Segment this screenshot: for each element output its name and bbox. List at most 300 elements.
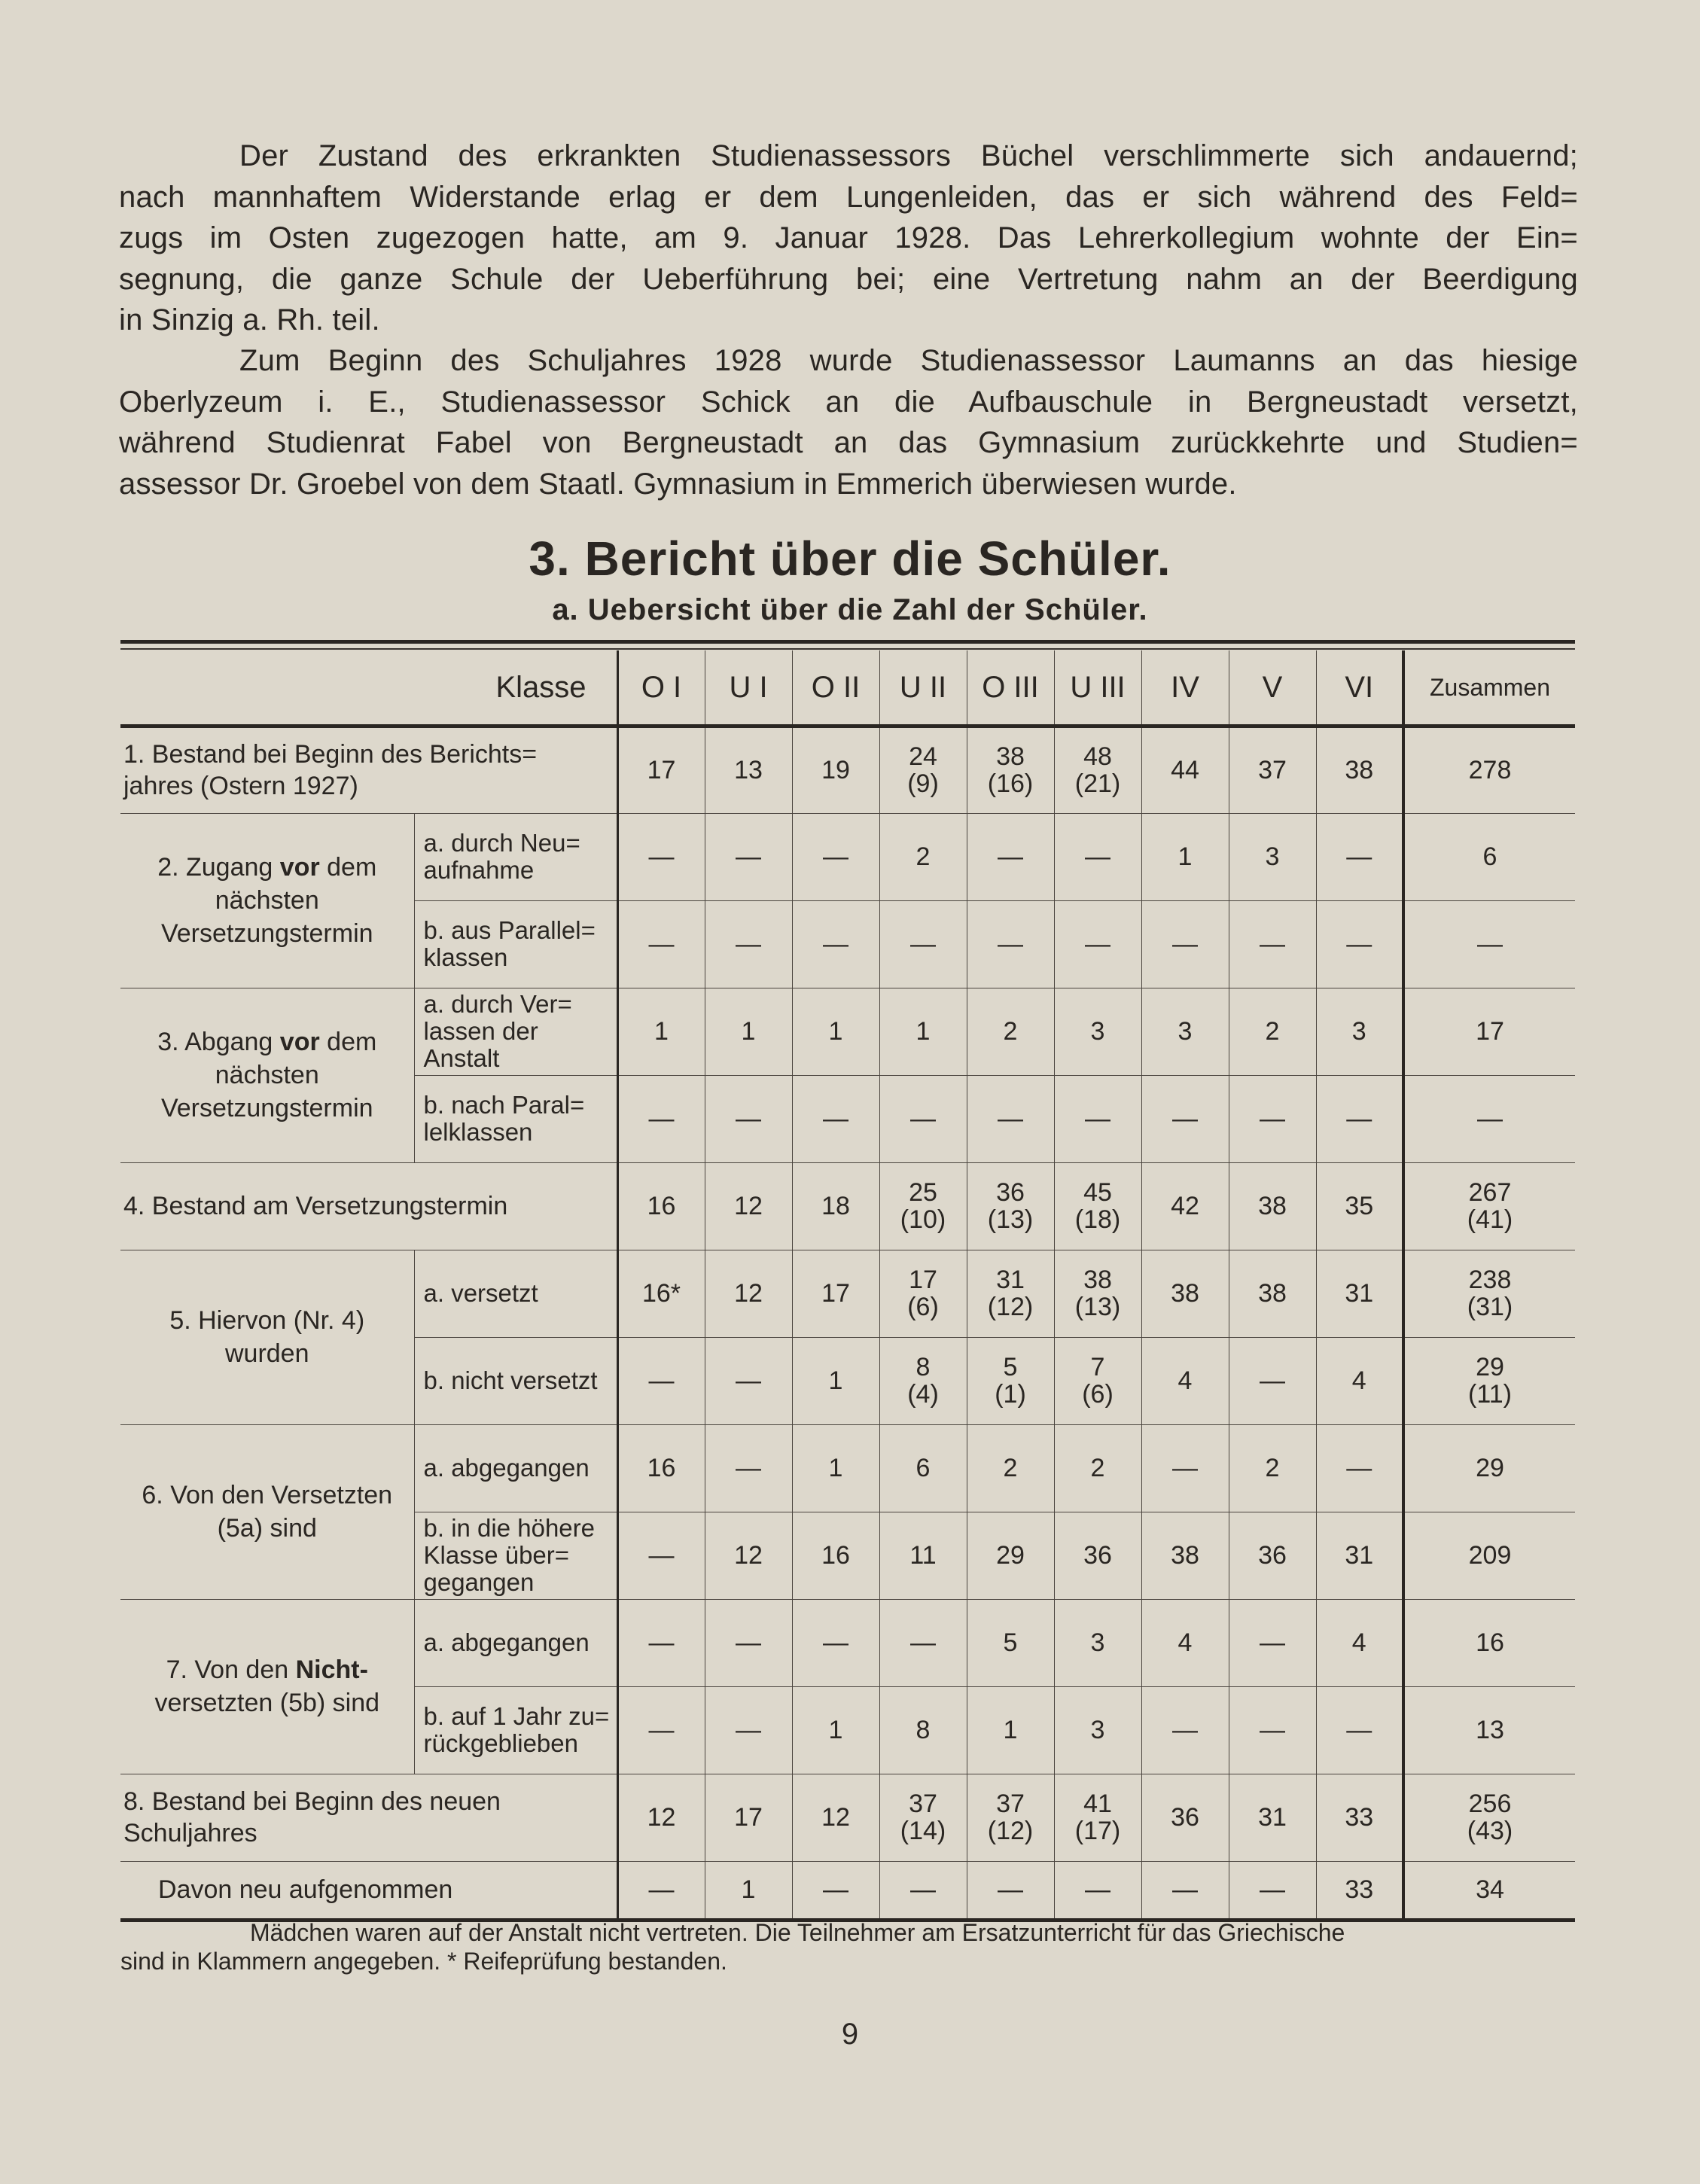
table-header-row bbox=[120, 650, 1575, 726]
text-line: zugs im Osten zugezogen hatte, am 9. Januar 1928. Das Lehrerkollegium wohnte der Ein= bbox=[119, 221, 1578, 254]
paragraph-buechel bbox=[119, 136, 1578, 341]
group-label-text: 3. Abgang bbox=[157, 1028, 280, 1056]
count-value: 238 bbox=[1468, 1266, 1512, 1294]
count-value: — bbox=[648, 1716, 675, 1744]
section-title: 3. Bericht über die Schüler. bbox=[529, 532, 1171, 586]
count-cell bbox=[967, 1861, 1054, 1920]
count-cell bbox=[1054, 1250, 1141, 1337]
count-cell bbox=[792, 1686, 879, 1774]
table-row bbox=[120, 1861, 1575, 1920]
count-value: 8 bbox=[916, 1716, 931, 1744]
text-line: während Studienrat Fabel von Bergneustadt an das Gymnasium zurückkehrte und Studien= bbox=[119, 426, 1578, 459]
total-cell bbox=[1403, 1075, 1575, 1162]
count-value: 1 bbox=[916, 1017, 931, 1046]
header-class-UIII: U III bbox=[1054, 650, 1141, 726]
greek-substitute-count: (16) bbox=[987, 769, 1034, 798]
row-sublabel: b. auf 1 Jahr zu= rückgeblieben bbox=[414, 1686, 617, 1774]
text-line: Oberlyzeum i. E., Studienassessor Schick an die Aufbauschule in Bergneustadt versetzt, bbox=[119, 385, 1578, 419]
count-cell bbox=[617, 1337, 705, 1424]
row-group-label bbox=[120, 1424, 414, 1599]
count-value: 31 bbox=[1258, 1803, 1287, 1832]
count-cell bbox=[879, 1075, 967, 1162]
text-line: nach mannhaftem Widerstande erlag er dem Lungenleiden, das er sich während des Feld= bbox=[119, 180, 1578, 214]
greek-substitute-count: (14) bbox=[900, 1817, 946, 1845]
total-cell bbox=[1403, 1686, 1575, 1774]
count-value: — bbox=[1477, 930, 1503, 958]
table-row bbox=[120, 1162, 1575, 1250]
row-label: 8. Bestand bei Beginn des neuen Schuljahres bbox=[120, 1774, 617, 1861]
count-cell bbox=[1054, 900, 1141, 988]
count-cell bbox=[617, 1424, 705, 1512]
count-cell bbox=[1316, 900, 1403, 988]
count-value: 2 bbox=[1265, 1017, 1280, 1046]
count-cell bbox=[967, 1686, 1054, 1774]
text-line: in Sinzig a. Rh. teil. bbox=[119, 303, 380, 337]
total-cell bbox=[1403, 1424, 1575, 1512]
row-group-label bbox=[120, 1599, 414, 1774]
greek-substitute-count: (17) bbox=[1074, 1817, 1121, 1845]
count-value: 13 bbox=[1476, 1716, 1504, 1744]
count-value: — bbox=[736, 1366, 761, 1395]
count-cell bbox=[879, 1861, 967, 1920]
count-cell bbox=[617, 1075, 705, 1162]
greek-substitute-count: (1) bbox=[995, 1380, 1026, 1409]
count-value: 44 bbox=[1171, 756, 1199, 784]
count-cell bbox=[967, 1337, 1054, 1424]
section-subtitle: a. Uebersicht über die Zahl der Schüler. bbox=[552, 593, 1148, 626]
count-cell bbox=[967, 1774, 1054, 1861]
greek-substitute-count: (13) bbox=[1074, 1293, 1121, 1321]
count-cell bbox=[792, 813, 879, 900]
count-value: 5 bbox=[1003, 1628, 1018, 1657]
table-row bbox=[120, 813, 1575, 900]
count-value: 19 bbox=[821, 756, 850, 784]
count-value: 2 bbox=[1003, 1017, 1018, 1046]
greek-substitute-count: (12) bbox=[987, 1293, 1034, 1321]
group-label-emphasis: vor bbox=[279, 1028, 320, 1056]
row-sublabel: b. nicht versetzt bbox=[414, 1337, 617, 1424]
greek-substitute-count: (12) bbox=[987, 1817, 1034, 1845]
count-cell bbox=[967, 1512, 1054, 1599]
count-value: 5 bbox=[1003, 1353, 1018, 1381]
count-cell bbox=[792, 726, 879, 813]
text-line: segnung, die ganze Schule der Ueberführung bei; eine Vertretung nahm an der Beerdigung bbox=[119, 262, 1578, 296]
count-value: 6 bbox=[916, 1454, 931, 1482]
count-cell bbox=[1141, 1162, 1229, 1250]
count-cell bbox=[617, 1162, 705, 1250]
count-value: — bbox=[910, 1875, 936, 1904]
count-cell bbox=[1141, 1337, 1229, 1424]
count-value: — bbox=[1260, 1104, 1285, 1133]
count-value: 38 bbox=[1083, 1266, 1112, 1294]
count-value: — bbox=[648, 842, 675, 871]
count-value: 36 bbox=[1171, 1803, 1199, 1832]
count-cell bbox=[879, 1424, 967, 1512]
count-cell bbox=[1316, 1599, 1403, 1686]
group-label-text: versetzten (5b) sind bbox=[154, 1689, 380, 1717]
count-cell bbox=[879, 1337, 967, 1424]
count-cell bbox=[1229, 1686, 1316, 1774]
count-value: — bbox=[910, 930, 936, 958]
count-cell bbox=[1229, 726, 1316, 813]
count-cell bbox=[1229, 1162, 1316, 1250]
count-value: — bbox=[736, 1104, 761, 1133]
count-cell bbox=[1229, 813, 1316, 900]
count-value: — bbox=[736, 930, 761, 958]
count-cell bbox=[1316, 1250, 1403, 1337]
count-value: 29 bbox=[1476, 1353, 1504, 1381]
count-value: — bbox=[1085, 842, 1110, 871]
count-value: 17 bbox=[647, 756, 676, 784]
greek-substitute-count: (10) bbox=[900, 1205, 946, 1234]
count-value: 17 bbox=[1476, 1017, 1504, 1046]
group-label-text: 2. Zugang bbox=[157, 853, 280, 882]
row-sublabel: a. versetzt bbox=[414, 1250, 617, 1337]
total-cell bbox=[1403, 988, 1575, 1075]
count-cell bbox=[792, 1599, 879, 1686]
count-value: 31 bbox=[1345, 1541, 1374, 1570]
row-sublabel: b. in die höhere Klasse über= gegangen bbox=[414, 1512, 617, 1599]
count-value: 48 bbox=[1083, 742, 1112, 771]
count-cell bbox=[1316, 1686, 1403, 1774]
count-value: — bbox=[648, 1541, 675, 1570]
table-row bbox=[120, 726, 1575, 813]
count-cell bbox=[792, 1075, 879, 1162]
count-value: 31 bbox=[1345, 1279, 1374, 1308]
paragraph-transfers bbox=[119, 340, 1578, 504]
count-cell bbox=[1141, 900, 1229, 988]
count-cell bbox=[1316, 813, 1403, 900]
count-cell bbox=[792, 1774, 879, 1861]
count-value: 33 bbox=[1345, 1803, 1374, 1832]
count-value: 3 bbox=[1178, 1017, 1193, 1046]
count-cell bbox=[1141, 1075, 1229, 1162]
count-value: — bbox=[648, 1875, 675, 1904]
count-cell bbox=[1229, 1250, 1316, 1337]
group-label-text: dem nächsten Versetzungstermin bbox=[160, 1028, 377, 1122]
count-value: — bbox=[1260, 1628, 1285, 1657]
count-cell bbox=[1141, 1686, 1229, 1774]
count-cell bbox=[1054, 1861, 1141, 1920]
count-cell bbox=[617, 726, 705, 813]
count-cell bbox=[1316, 1424, 1403, 1512]
header-class-IV: IV bbox=[1141, 650, 1229, 726]
count-value: 4 bbox=[1178, 1628, 1193, 1657]
count-value: — bbox=[736, 1716, 761, 1744]
count-cell bbox=[792, 1162, 879, 1250]
count-value: 33 bbox=[1345, 1875, 1374, 1904]
count-value: 8 bbox=[916, 1353, 931, 1381]
count-value: 34 bbox=[1476, 1875, 1504, 1904]
greek-substitute-count: (6) bbox=[907, 1293, 939, 1321]
count-cell bbox=[1316, 1774, 1403, 1861]
count-cell bbox=[1054, 988, 1141, 1075]
count-value: 7 bbox=[1090, 1353, 1105, 1381]
count-value: — bbox=[998, 1104, 1023, 1133]
count-cell bbox=[967, 726, 1054, 813]
count-cell bbox=[1054, 1512, 1141, 1599]
count-value: — bbox=[1260, 930, 1285, 958]
count-value: 45 bbox=[1083, 1178, 1112, 1207]
count-cell bbox=[879, 988, 967, 1075]
count-cell bbox=[617, 988, 705, 1075]
total-cell bbox=[1403, 1861, 1575, 1920]
count-value: 3 bbox=[1351, 1017, 1366, 1046]
count-value: 17 bbox=[734, 1803, 763, 1832]
count-value: — bbox=[1172, 1104, 1198, 1133]
row-label: 4. Bestand am Versetzungstermin bbox=[120, 1162, 617, 1250]
count-value: — bbox=[648, 1628, 675, 1657]
count-value: 267 bbox=[1468, 1178, 1512, 1207]
count-value: — bbox=[1085, 930, 1110, 958]
count-cell bbox=[792, 1512, 879, 1599]
row-sublabel: b. aus Parallel= klassen bbox=[414, 900, 617, 988]
count-cell bbox=[617, 1686, 705, 1774]
count-cell bbox=[792, 1424, 879, 1512]
count-value: — bbox=[823, 930, 848, 958]
count-cell bbox=[1316, 1075, 1403, 1162]
count-value: 37 bbox=[996, 1790, 1025, 1818]
count-cell bbox=[705, 726, 792, 813]
count-value: — bbox=[823, 1628, 848, 1657]
count-cell bbox=[1141, 1250, 1229, 1337]
count-value: 38 bbox=[1345, 756, 1374, 784]
count-cell bbox=[1141, 1774, 1229, 1861]
count-value: 37 bbox=[1258, 756, 1287, 784]
count-cell bbox=[1316, 726, 1403, 813]
count-value: 1 bbox=[828, 1716, 843, 1744]
count-cell bbox=[879, 1250, 967, 1337]
count-cell bbox=[617, 813, 705, 900]
count-value: 29 bbox=[996, 1541, 1025, 1570]
count-value: — bbox=[648, 1366, 675, 1395]
count-cell bbox=[879, 1599, 967, 1686]
count-cell bbox=[792, 988, 879, 1075]
table-row bbox=[120, 1250, 1575, 1337]
count-value: 38 bbox=[1171, 1541, 1199, 1570]
total-cell bbox=[1403, 900, 1575, 988]
count-value: 36 bbox=[996, 1178, 1025, 1207]
count-cell bbox=[705, 988, 792, 1075]
header-class-OI: O I bbox=[617, 650, 705, 726]
count-value: — bbox=[648, 930, 675, 958]
total-cell bbox=[1403, 1250, 1575, 1337]
count-value: 18 bbox=[821, 1192, 850, 1220]
greek-substitute-count: (9) bbox=[907, 769, 939, 798]
count-value: — bbox=[910, 1104, 936, 1133]
header-class-OII: O II bbox=[792, 650, 879, 726]
row-group-label bbox=[120, 1250, 414, 1424]
count-value: 2 bbox=[1265, 1454, 1280, 1482]
count-value: — bbox=[823, 1875, 848, 1904]
count-cell bbox=[1316, 1861, 1403, 1920]
count-cell bbox=[967, 1250, 1054, 1337]
greek-substitute-count: (21) bbox=[1074, 769, 1121, 798]
count-cell bbox=[1229, 1337, 1316, 1424]
count-cell bbox=[879, 1686, 967, 1774]
footnote bbox=[120, 1918, 1589, 1975]
count-cell bbox=[1229, 988, 1316, 1075]
count-value: 37 bbox=[909, 1790, 937, 1818]
count-value: 17 bbox=[909, 1266, 937, 1294]
row-label: 1. Bestand bei Beginn des Berichts= jahres (Ostern 1927) bbox=[120, 726, 617, 813]
count-value: 11 bbox=[909, 1541, 937, 1570]
count-cell bbox=[1316, 1162, 1403, 1250]
count-value: 38 bbox=[1171, 1279, 1199, 1308]
count-cell bbox=[879, 726, 967, 813]
count-cell bbox=[1229, 1512, 1316, 1599]
header-klasse: Klasse bbox=[120, 650, 617, 726]
count-cell bbox=[705, 900, 792, 988]
count-value: 31 bbox=[996, 1266, 1025, 1294]
total-cell bbox=[1403, 1774, 1575, 1861]
count-value: 278 bbox=[1468, 756, 1512, 784]
table-row bbox=[120, 988, 1575, 1075]
count-value: 16 bbox=[821, 1541, 850, 1570]
count-value: 38 bbox=[996, 742, 1025, 771]
greek-substitute-count: (31) bbox=[1467, 1293, 1513, 1321]
count-value: — bbox=[823, 842, 848, 871]
count-value: — bbox=[1260, 1366, 1285, 1395]
greek-substitute-count: (41) bbox=[1467, 1205, 1513, 1234]
total-cell bbox=[1403, 1599, 1575, 1686]
count-value: 6 bbox=[1482, 842, 1497, 871]
count-cell bbox=[967, 1162, 1054, 1250]
count-value: — bbox=[1346, 1716, 1372, 1744]
header-class-UII: U II bbox=[879, 650, 967, 726]
count-value: 4 bbox=[1351, 1366, 1366, 1395]
count-value: — bbox=[1085, 1875, 1110, 1904]
header-class-VI: VI bbox=[1316, 650, 1403, 726]
count-value: 29 bbox=[1476, 1454, 1504, 1482]
count-value: 2 bbox=[1003, 1454, 1018, 1482]
row-sublabel: b. nach Paral= lelklassen bbox=[414, 1075, 617, 1162]
count-cell bbox=[792, 1250, 879, 1337]
total-cell bbox=[1403, 813, 1575, 900]
table-top-rule-thin bbox=[120, 648, 1575, 650]
count-cell bbox=[967, 1424, 1054, 1512]
text-line: Zum Beginn des Schuljahres 1928 wurde Studienassessor Laumanns an das hiesige bbox=[239, 344, 1578, 377]
count-value: 209 bbox=[1468, 1541, 1512, 1570]
count-cell bbox=[967, 813, 1054, 900]
count-cell bbox=[1141, 1599, 1229, 1686]
count-value: 1 bbox=[741, 1017, 756, 1046]
count-value: — bbox=[1172, 930, 1198, 958]
greek-substitute-count: (4) bbox=[907, 1380, 939, 1409]
count-cell bbox=[617, 1250, 705, 1337]
count-cell bbox=[1141, 1424, 1229, 1512]
row-sublabel: a. durch Neu= aufnahme bbox=[414, 813, 617, 900]
total-cell bbox=[1403, 1337, 1575, 1424]
count-value: — bbox=[1477, 1104, 1503, 1133]
count-value: — bbox=[1172, 1716, 1198, 1744]
count-value: 12 bbox=[647, 1803, 676, 1832]
count-cell bbox=[1229, 1599, 1316, 1686]
count-cell bbox=[705, 1599, 792, 1686]
count-value: 3 bbox=[1090, 1716, 1105, 1744]
count-value: 24 bbox=[909, 742, 937, 771]
count-cell bbox=[967, 900, 1054, 988]
count-value: 1 bbox=[828, 1454, 843, 1482]
row-sublabel: a. abgegangen bbox=[414, 1424, 617, 1512]
total-cell bbox=[1403, 1162, 1575, 1250]
count-cell bbox=[967, 1599, 1054, 1686]
count-cell bbox=[879, 900, 967, 988]
count-cell bbox=[1316, 1512, 1403, 1599]
count-value: 1 bbox=[828, 1017, 843, 1046]
count-value: 2 bbox=[1090, 1454, 1105, 1482]
group-label-emphasis: Nicht- bbox=[295, 1656, 368, 1684]
count-value: 42 bbox=[1171, 1192, 1199, 1220]
greek-substitute-count: (18) bbox=[1074, 1205, 1121, 1234]
count-value: 1 bbox=[828, 1366, 843, 1395]
count-value: 38 bbox=[1258, 1279, 1287, 1308]
text-line: Der Zustand des erkrankten Studienassessors Büchel verschlimmerte sich andauernd; bbox=[239, 139, 1578, 172]
count-cell bbox=[1141, 988, 1229, 1075]
count-cell bbox=[705, 1250, 792, 1337]
count-value: 16 bbox=[1476, 1628, 1504, 1657]
count-cell bbox=[705, 1075, 792, 1162]
group-label-text: 7. Von den bbox=[166, 1656, 296, 1684]
footnote-line-2: sind in Klammern angegeben. * Reifeprüfung bestanden. bbox=[120, 1948, 727, 1975]
count-value: 16* bbox=[641, 1279, 681, 1308]
count-value: 16 bbox=[647, 1454, 676, 1482]
count-value: — bbox=[736, 1454, 761, 1482]
count-value: 38 bbox=[1258, 1192, 1287, 1220]
group-label-text: 5. Hiervon (Nr. 4) wurden bbox=[169, 1306, 365, 1368]
count-cell bbox=[617, 1512, 705, 1599]
count-cell bbox=[1316, 988, 1403, 1075]
table-row bbox=[120, 1424, 1575, 1512]
count-cell bbox=[1054, 1162, 1141, 1250]
count-cell bbox=[1229, 1424, 1316, 1512]
header-class-V: V bbox=[1229, 650, 1316, 726]
count-cell bbox=[1316, 1337, 1403, 1424]
greek-substitute-count: (13) bbox=[987, 1205, 1034, 1234]
count-value: 13 bbox=[734, 756, 763, 784]
count-cell bbox=[617, 1599, 705, 1686]
count-cell bbox=[1229, 1774, 1316, 1861]
count-value: 1 bbox=[1003, 1716, 1018, 1744]
count-cell bbox=[617, 1861, 705, 1920]
count-value: 1 bbox=[741, 1875, 756, 1904]
group-label-text: dem nächsten Versetzungstermin bbox=[160, 853, 377, 948]
greek-substitute-count: (43) bbox=[1467, 1817, 1513, 1845]
student-count-table bbox=[120, 650, 1575, 1922]
header-class-OIII: O III bbox=[967, 650, 1054, 726]
count-cell bbox=[1054, 1337, 1141, 1424]
count-cell bbox=[705, 1424, 792, 1512]
row-sublabel: a. abgegangen bbox=[414, 1599, 617, 1686]
count-value: 16 bbox=[647, 1192, 676, 1220]
count-cell bbox=[1054, 1774, 1141, 1861]
count-value: 17 bbox=[821, 1279, 850, 1308]
count-cell bbox=[705, 1774, 792, 1861]
count-cell bbox=[705, 1162, 792, 1250]
count-value: 12 bbox=[734, 1279, 763, 1308]
count-cell bbox=[1054, 1075, 1141, 1162]
count-cell bbox=[879, 1162, 967, 1250]
count-cell bbox=[705, 813, 792, 900]
count-value: 36 bbox=[1083, 1541, 1112, 1570]
table-top-rule bbox=[120, 640, 1575, 644]
count-value: 3 bbox=[1090, 1017, 1105, 1046]
count-cell bbox=[705, 1337, 792, 1424]
total-cell bbox=[1403, 1512, 1575, 1599]
count-cell bbox=[792, 1337, 879, 1424]
count-cell bbox=[617, 900, 705, 988]
count-cell bbox=[1054, 1424, 1141, 1512]
